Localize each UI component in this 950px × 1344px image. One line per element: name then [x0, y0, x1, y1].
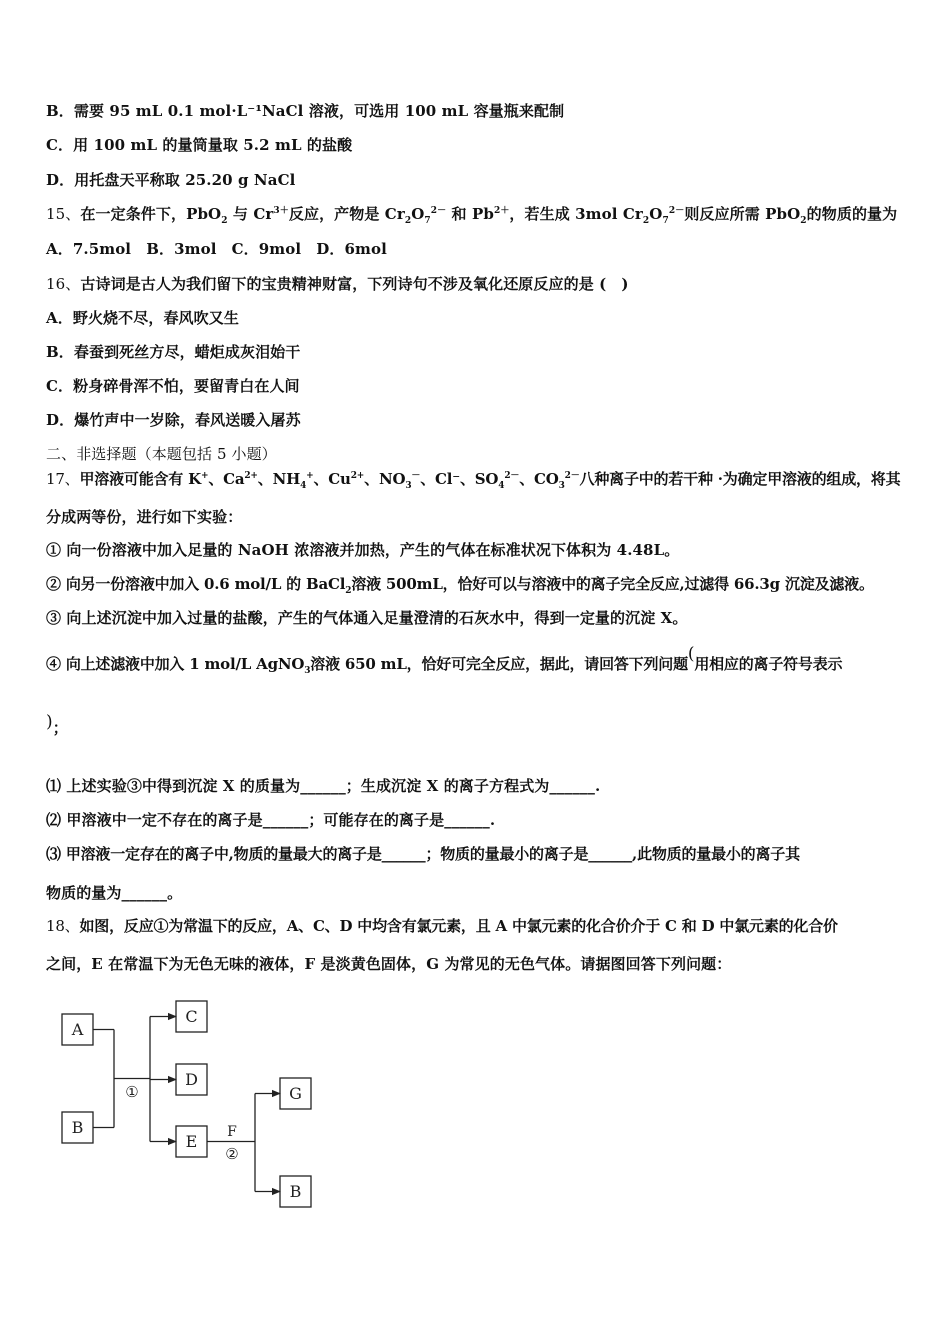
- q14-option-d: D．用托盘天平称取 25.20 g NaCl: [46, 171, 296, 189]
- q17-step-2: ② 向另一份溶液中加入 0.6 mol/L 的 BaCl$_2$溶液 500mL，恰好可以与溶液中的离子完全反应,过滤得 66.3g 沉淀及滤液。: [46, 575, 874, 596]
- label-b: B: [71, 1118, 84, 1137]
- label-d: D: [185, 1070, 198, 1089]
- q16-option-b: B．春蚕到死丝方尽，蜡炬成灰泪始干: [46, 343, 301, 361]
- q18-number: 18、: [46, 917, 80, 935]
- q18-stem: 18、如图，反应①为常温下的反应，A、C、D 中均含有氯元素，且 A 中氯元素的化合价介于 C 和 D 中氯元素的化合价: [46, 917, 838, 935]
- q17-sub-3: ⑶ 甲溶液一定存在的离子中,物质的量最大的离子是______；物质的量最小的离子是______,此物质的量最小的离子其: [46, 845, 800, 863]
- q15-options: A．7.5mol B．3mol C．9mol D．6mol: [46, 240, 387, 258]
- q16-option-c: C．粉身碎骨浑不怕，要留青白在人间: [46, 377, 300, 395]
- label-c: C: [185, 1007, 198, 1026]
- q17-stem: 17、甲溶液可能含有 K+、$Ca^{2+}$、$NH_4^+$、$Cu^{2+}$、$NO_3^-$、Cl⁻、$SO_4^{2-}$、$CO_3^{2-}$八种离子中的若干种 ·为确定甲溶液的组成，将其: [46, 470, 901, 491]
- q14-option-b: B．需要 95 mL 0.1 mol·L⁻¹NaCl 溶液，可选用 100 mL 容量瓶来配制: [46, 102, 565, 120]
- q17-step-3: ③ 向上述沉淀中加入过量的盐酸，产生的气体通入足量澄清的石灰水中，得到一定量的沉淀 X。: [46, 609, 688, 627]
- q15-stem: 15、在一定条件下，PbO$_2$ 与 $Cr^{3+}$反应，产物是 $Cr_2O_7^{2-}$ 和 $Pb^{2+}$，若生成 3mol $Cr_2O_7^{2-}$则反应所需 PbO$_2$的物质的量为: [46, 205, 898, 226]
- q14-option-c: C．用 100 mL 的量筒量取 5.2 mL 的盐酸: [46, 136, 353, 154]
- reaction-diagram: [0, 990, 360, 1230]
- q17-sub-2: ⑵ 甲溶液中一定不存在的离子是______；可能存在的离子是______.: [46, 811, 496, 829]
- label-reaction-2: ②: [225, 1145, 239, 1163]
- label-a: A: [71, 1020, 84, 1039]
- q17-sub-1: ⑴ 上述实验③中得到沉淀 X 的质量为______；生成沉淀 X 的离子方程式为______.: [46, 777, 601, 795]
- label-b2: B: [289, 1182, 302, 1201]
- q17-stem-line2: 分成两等份，进行如下实验：: [46, 508, 243, 526]
- q16-stem: 16、古诗词是古人为我们留下的宝贵精神财富，下列诗句不涉及氧化还原反应的是 ( ): [46, 275, 629, 293]
- q15-number: 15、: [46, 205, 81, 223]
- q18-stem-line2: 之间，E 在常温下为无色无味的液体，F 是淡黄色固体，G 为常见的无色气体。请据图回答下列问题：: [46, 955, 732, 973]
- q17-step-4: ④ 向上述滤液中加入 1 mol/L AgNO$_3$溶液 650 mL，恰好可完全反应，据此，请回答下列问题(用相应的离子符号表示: [46, 644, 843, 676]
- q16-option-a: A．野火烧不尽，春风吹又生: [46, 309, 239, 327]
- q17-sub-3-cont: 物质的量为______。: [46, 884, 183, 902]
- label-g: G: [289, 1084, 302, 1103]
- label-e: E: [185, 1132, 198, 1151]
- q17-step-4-close: )；: [46, 712, 68, 737]
- label-reagent-f: F: [227, 1124, 237, 1140]
- q16-option-d: D．爆竹声中一岁除，春风送暖入屠苏: [46, 411, 301, 429]
- label-reaction-1: ①: [125, 1083, 139, 1101]
- q17-step-1: ① 向一份溶液中加入足量的 NaOH 浓溶液并加热，产生的气体在标准状况下体积为 4.48L。: [46, 541, 680, 559]
- section-heading: 二、非选择题（本题包括 5 小题）: [46, 445, 277, 463]
- q16-number: 16、: [46, 275, 81, 293]
- q17-number: 17、: [46, 470, 80, 488]
